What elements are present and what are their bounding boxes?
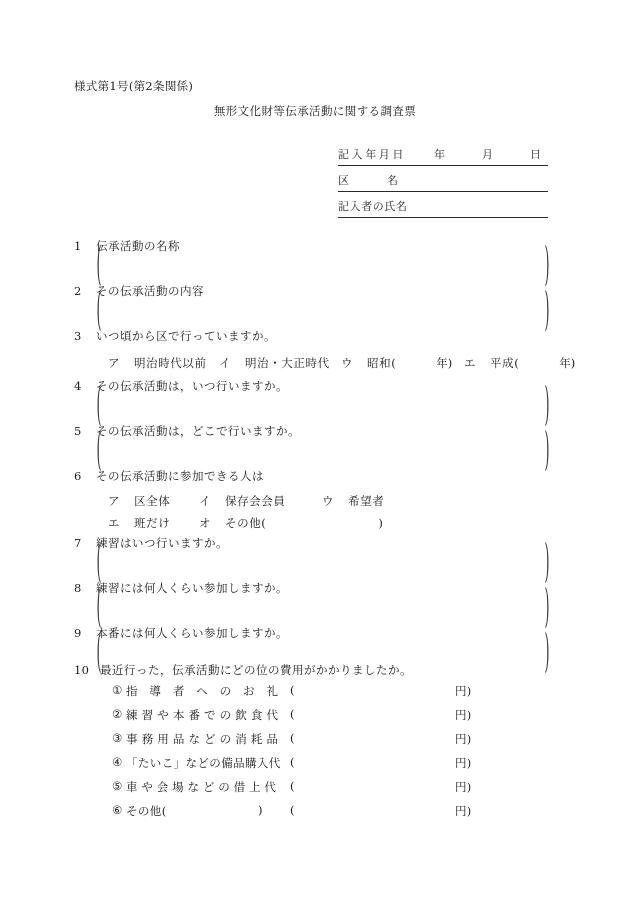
- option-label: 明治時代以前: [134, 356, 207, 370]
- option-label: その他(: [225, 516, 267, 530]
- cost-open-paren: (: [290, 803, 295, 817]
- option-label: 昭和(: [367, 356, 397, 370]
- option-mark: イ: [219, 356, 231, 370]
- option-label: 平成(: [490, 356, 520, 370]
- cost-yen-unit: 円): [455, 780, 472, 794]
- cost-number: ⑤: [112, 779, 123, 793]
- option-close: 年): [559, 356, 576, 370]
- question-text: 練習はいつ行いますか。: [96, 536, 228, 550]
- question-text: 本番には何人くらい参加しますか。: [96, 626, 288, 640]
- bracket-right: ): [544, 377, 550, 432]
- day-unit: 日: [530, 148, 541, 161]
- cost-label: 「たいこ」などの備品購入代: [126, 756, 281, 770]
- question-text: その伝承活動に参加できる人は: [96, 469, 264, 483]
- bracket-right: ): [544, 624, 550, 679]
- cost-number: ①: [112, 683, 123, 697]
- entry-date-label: 記入年月日: [338, 148, 406, 161]
- cost-label: 事 務 用 品 な ど の 消 耗 品: [126, 732, 278, 746]
- cost-open-paren: (: [290, 683, 295, 697]
- question-text: その伝承活動は，いつ行いますか。: [96, 379, 288, 393]
- question-number: 4: [74, 379, 82, 393]
- question-3: [74, 328, 276, 344]
- meta-block: [338, 140, 548, 218]
- option-label: 班だけ: [134, 516, 171, 530]
- bracket-right: ): [544, 422, 550, 477]
- cost-label: 練 習 や 本 番 で の 飲 食 代: [126, 708, 278, 722]
- cost-yen-unit: 円): [455, 804, 472, 818]
- option-mark: ア: [108, 356, 120, 370]
- cost-label: 車 や 会 場 な ど の 借 上 代: [126, 780, 276, 794]
- bracket-left: (: [96, 534, 102, 589]
- question-text: 最近行った，伝承活動にどの位の費用がかかりましたか。: [100, 663, 412, 677]
- option-q3-d[interactable]: [464, 355, 575, 371]
- writer-name-field[interactable]: [338, 192, 548, 218]
- option-mark: ア: [108, 494, 120, 508]
- cost-yen-unit: 円): [455, 684, 472, 698]
- cost-number: ③: [112, 731, 123, 745]
- question-text: その伝承活動の内容: [96, 284, 204, 298]
- cost-yen-unit: 円): [455, 708, 472, 722]
- ward-name-field[interactable]: [338, 166, 548, 192]
- question-number: 9: [74, 626, 82, 640]
- month-unit: 月: [482, 148, 493, 161]
- bracket-left: (: [96, 579, 102, 634]
- option-mark: エ: [464, 356, 476, 370]
- question-text: 練習には何人くらい参加しますか。: [96, 581, 288, 595]
- option-mark: ウ: [322, 494, 334, 508]
- bracket-left: (: [96, 377, 102, 432]
- question-number: 5: [74, 424, 82, 438]
- question-text: その伝承活動は，どこで行いますか。: [96, 424, 300, 438]
- bracket-left: (: [96, 237, 102, 292]
- cost-open-paren: (: [290, 755, 295, 769]
- question-6: [74, 468, 264, 484]
- option-q6-b[interactable]: [199, 493, 286, 509]
- bracket-right: ): [544, 237, 550, 292]
- question-text: 伝承活動の名称: [96, 239, 180, 253]
- question-number: 8: [74, 581, 82, 595]
- option-label: 保存会会員: [225, 494, 286, 508]
- question-number: 2: [74, 284, 82, 298]
- page-title: 無形文化財等伝承活動に関する調査票: [213, 104, 417, 118]
- option-q3-a[interactable]: [108, 355, 207, 371]
- cost-open-paren: (: [290, 731, 295, 745]
- option-q6-e[interactable]: [199, 515, 383, 531]
- option-q6-d[interactable]: [108, 515, 170, 531]
- option-mark: オ: [199, 516, 211, 530]
- option-mark: ウ: [341, 356, 353, 370]
- cost-yen-unit: 円): [455, 732, 472, 746]
- bracket-left: (: [96, 282, 102, 337]
- cost-number: ②: [112, 707, 123, 721]
- question-number: 3: [74, 329, 82, 343]
- year-unit: 年: [434, 148, 445, 161]
- option-q6-a[interactable]: [108, 493, 170, 509]
- option-q3-b[interactable]: [219, 355, 330, 371]
- option-label: 希望者: [348, 494, 385, 508]
- form-code: 様式第1号(第2条関係): [74, 79, 194, 93]
- bracket-right: ): [544, 579, 550, 634]
- question-10: [74, 662, 412, 678]
- entry-date-field[interactable]: [338, 140, 548, 166]
- bracket-left: (: [96, 624, 102, 679]
- cost-open-paren: (: [290, 707, 295, 721]
- option-q6-c[interactable]: [322, 493, 384, 509]
- option-label: 明治・大正時代: [245, 356, 330, 370]
- option-label: 区全体: [134, 494, 171, 508]
- option-mark: エ: [108, 516, 120, 530]
- cost-other-close: ): [258, 803, 263, 817]
- cost-yen-unit: 円): [455, 756, 472, 770]
- cost-label: その他(: [126, 804, 167, 818]
- question-number: 7: [74, 536, 82, 550]
- cost-number: ⑥: [112, 803, 123, 817]
- ward-name-label: 区 名: [338, 174, 398, 187]
- bracket-right: ): [544, 534, 550, 589]
- cost-number: ④: [112, 755, 123, 769]
- bracket-right: ): [544, 282, 550, 337]
- option-q3-c[interactable]: [341, 355, 452, 371]
- question-number: 10: [74, 663, 90, 677]
- writer-name-label: 記入者の氏名: [338, 200, 408, 213]
- question-number: 1: [74, 239, 82, 253]
- option-close: 年): [436, 356, 453, 370]
- question-number: 6: [74, 469, 82, 483]
- option-close: ): [378, 516, 383, 530]
- cost-open-paren: (: [290, 779, 295, 793]
- option-mark: イ: [199, 494, 211, 508]
- cost-label: 指 導 者 へ の お 礼: [126, 684, 278, 698]
- bracket-left: (: [96, 422, 102, 477]
- question-text: いつ頃から区で行っていますか。: [96, 329, 276, 343]
